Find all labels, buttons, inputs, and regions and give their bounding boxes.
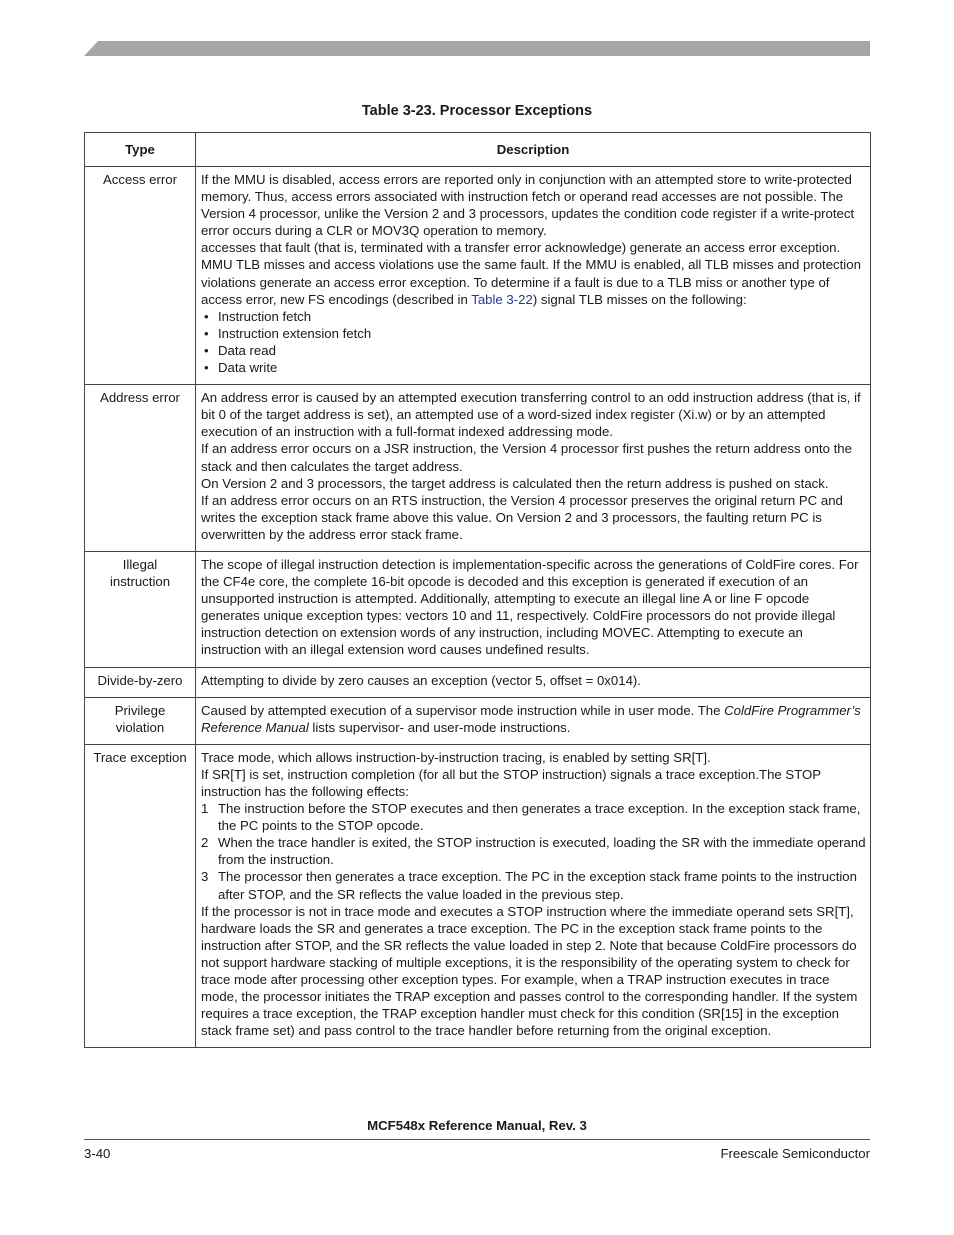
type-line: Privilege	[114, 702, 166, 718]
paragraph: If an address error occurs on an RTS instruction, the Version 4 processor preserves the original return PC and writes the exception stack frame above this value. On Version 2 and 3 processors, the faulting return PC is overwritten by the address error stack frame.	[201, 492, 843, 542]
table-title: Table 3-23. Processor Exceptions	[361, 103, 593, 119]
step-number: 1	[201, 801, 209, 817]
step-text: The instruction before the STOP executes and then generates a trace exception. In the exception stack frame, the PC points to the STOP opcode.	[218, 801, 861, 834]
table-3-22-link[interactable]: Table 3-22	[471, 291, 533, 307]
bullet-item: • Data write	[201, 359, 866, 376]
bullet-item: • Instruction extension fetch	[201, 325, 866, 342]
table-row-trace-exception	[85, 744, 871, 1048]
type-line: instruction	[109, 574, 171, 590]
numbered-step	[201, 868, 866, 902]
type-cell	[85, 551, 196, 667]
header-bar	[84, 41, 870, 56]
numbered-step	[201, 800, 866, 834]
table-header-row	[85, 133, 871, 167]
text-run: accesses that fault (that is, terminated with a transfer error acknowledge) generate an access error exception. MMU TLB misses and access violations use the same fault. If the MMU is enabled, all TLB misses and protection violations generate an access error exception. To determine if a fault is due to a TLB miss or another type of access error, new FS encodings (described in	[201, 240, 861, 307]
type-cell: Access error	[85, 167, 196, 385]
type-cell: Trace exception	[85, 744, 196, 1048]
table-row-address-error	[85, 385, 871, 552]
step-text: The processor then generates a trace exception. The PC in the exception stack frame points to the instruction after STOP, and the SR reflects the value loaded in the previous step.	[218, 869, 857, 902]
paragraph: An address error is caused by an attempted execution transferring control to an odd instruction address (that is, if bit 0 of the target address is set), an attempted use of a word-sized index register (Xi.w) or by an attempted execution of an instruction with a full-format indexed addressing mode.	[201, 390, 861, 440]
text-run: ) signal TLB misses on the following:	[532, 291, 747, 307]
paragraph: If an address error occurs on a JSR instruction, the Version 4 processor first pushes the return address onto the stack and then calculates the target address.	[201, 441, 852, 474]
table-row-privilege-violation	[85, 697, 871, 744]
description-cell	[196, 551, 871, 667]
numbered-step	[201, 834, 866, 868]
description-cell	[196, 167, 871, 385]
bullet-item: • Instruction fetch	[201, 308, 866, 325]
text-run: Caused by attempted execution of a supervisor mode instruction while in user mode. The	[201, 702, 725, 718]
description-cell	[196, 385, 871, 552]
paragraph	[201, 702, 866, 736]
paragraph: The scope of illegal instruction detection is implementation-specific across the generations of ColdFire cores. For the CF4e core, the complete 16-bit opcode is decoded and this exception is generated if execution of an unsupported instruction is attempted. Additionally, attempting to execute an illegal line A or line F opcode generates unique exception types: vectors 10 and 11, respectively. ColdFire processors do not provide illegal instruction detection on extension words of any instruction, including MOVEC. Attempting to execute an instruction with an illegal extension word causes undefined results.	[201, 556, 859, 658]
type-cell: Divide-by-zero	[85, 667, 196, 697]
type-cell: Address error	[85, 385, 196, 552]
footer-manual-title: MCF548x Reference Manual, Rev. 3	[367, 1118, 587, 1133]
bullet-item: • Data read	[201, 342, 866, 359]
publisher-name: Freescale Semiconductor	[720, 1146, 870, 1161]
description-cell	[196, 667, 871, 697]
table-row-illegal-instruction	[85, 551, 871, 667]
exceptions-table	[84, 132, 871, 1048]
type-cell	[85, 697, 196, 744]
table-row-divide-by-zero	[85, 667, 871, 697]
step-number: 2	[201, 835, 209, 851]
description-cell	[196, 697, 871, 744]
description-cell	[196, 744, 871, 1048]
paragraph	[201, 239, 866, 307]
text-run: lists supervisor- and user-mode instructions.	[308, 719, 571, 735]
column-header-description: Description	[196, 133, 871, 167]
paragraph: On Version 2 and 3 processors, the target address is calculated then the return address is pushed on stack.	[201, 475, 829, 491]
type-line: Illegal	[122, 556, 158, 572]
paragraph: Trace mode, which allows instruction-by-instruction tracing, is enabled by setting SR[T].	[201, 749, 711, 765]
column-header-type: Type	[85, 133, 196, 167]
table-row-access-error	[85, 167, 871, 385]
step-text: When the trace handler is exited, the STOP instruction is executed, loading the SR with the immediate operand from the instruction.	[218, 835, 866, 868]
type-line: violation	[115, 719, 165, 735]
step-number: 3	[201, 869, 209, 885]
paragraph: If SR[T] is set, instruction completion (for all but the STOP instruction) signals a trace exception.The STOP instruction has the following effects:	[201, 766, 821, 799]
manual-title: ColdFire Programmer’s Reference Manual	[201, 702, 861, 735]
paragraph: If the MMU is disabled, access errors are reported only in conjunction with an attempted store to write-protected memory. Thus, access errors associated with instruction fetch or operand read accesses are not possible. The Version 4 processor, unlike the Version 2 and 3 processors, updates the condition code register if a write-protect error occurs during a CLR or MOV3Q operation to memory.	[201, 172, 855, 239]
paragraph: If the processor is not in trace mode and executes a STOP instruction where the immediate operand sets SR[T], hardware loads the SR and generates a trace exception. The PC in the exception stack frame points to the instruction after STOP, and the SR reflects the value loaded in step 2. Note that because ColdFire processors do not support hardware stacking of multiple exceptions, it is the responsibility of the operating system to check for trace mode after processing other exception types. For example, when a TRAP instruction executes in trace mode, the processor initiates the TRAP exception and passes control to the corresponding handler. If the system requires a trace exception, the TRAP exception handler must check for this condition (SR[15] in the exception stack frame set) and pass control to the trace handler before returning from the original exception.	[201, 903, 858, 1039]
footer-divider	[84, 1139, 870, 1140]
page-number: 3-40	[84, 1146, 111, 1161]
paragraph: Attempting to divide by zero causes an exception (vector 5, offset = 0x014).	[201, 672, 641, 688]
